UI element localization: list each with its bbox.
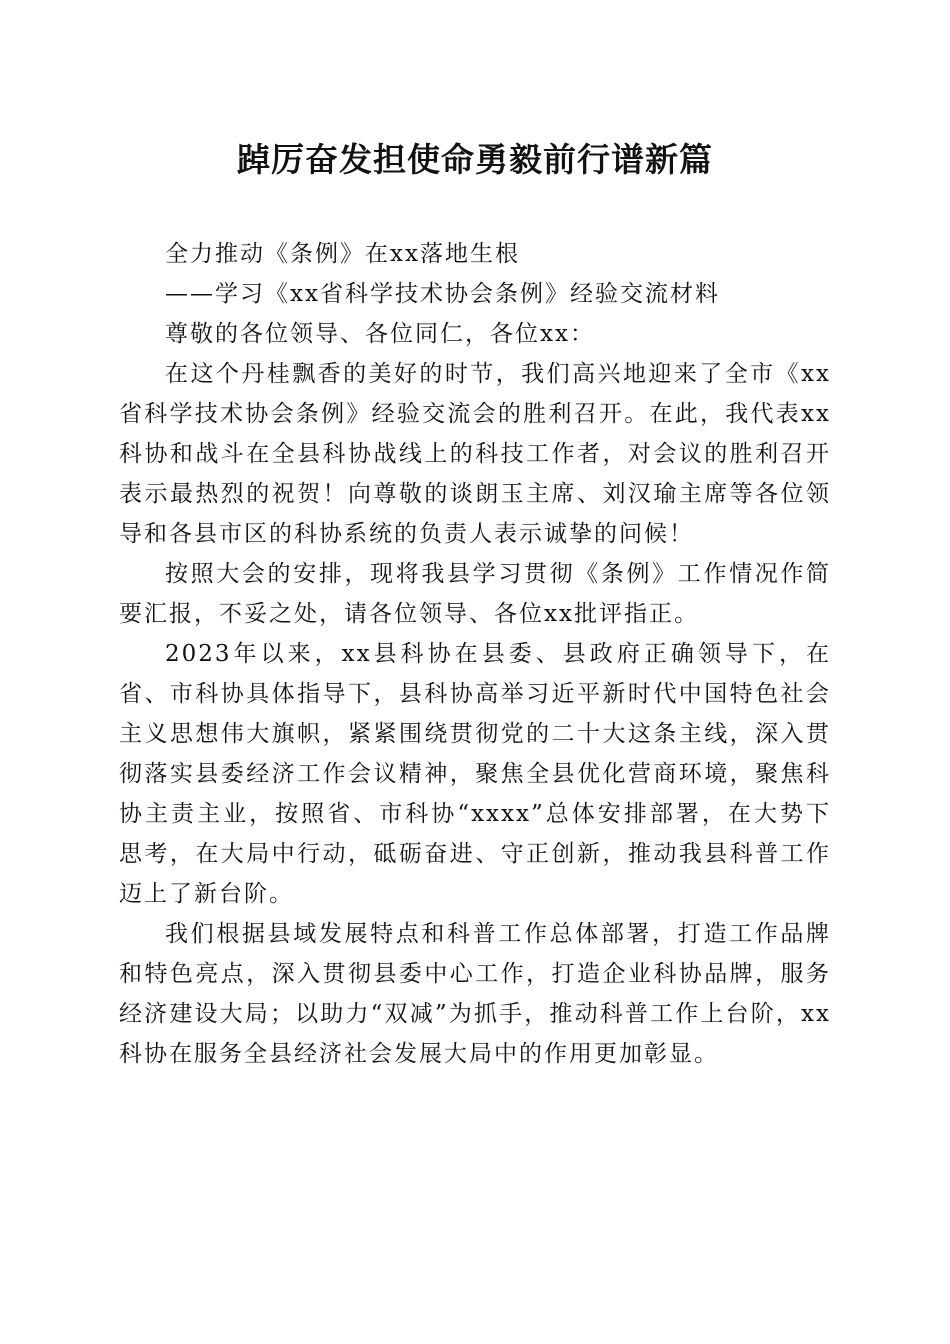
paragraph: 我们根据县域发展特点和科普工作总体部署，打造工作品牌和特色亮点，深入贯彻县委中心工作，打造企业科协品牌，服务经济建设大局；以助力“双减”为抓手，推动科普工作上台阶，xx科协在服务全县经济社会发展大局中的作用更加彰显。 xyxy=(119,921,831,1067)
paragraph: 2023年以来，xx县科协在县委、县政府正确领导下，在省、市科协具体指导下，县科协高举习近平新时代中国特色社会主义思想伟大旗帜，紧紧围绕贯彻党的二十大这条主线，深入贯彻落实县委经济工作会议精神，聚焦全县优化营商环境，聚焦科协主责主业，按照省、市科协“xxxx”总体安排部署，在大势下思考，在大局中行动，砥砺奋进、守正创新，推动我县科普工作迈上了新台阶。 xyxy=(119,641,831,907)
sub-subtitle: ——学习《xx省科学技术协会条例》经验交流材料 xyxy=(165,281,720,307)
document-title: 踔厉奋发担使命勇毅前行谱新篇 xyxy=(237,140,713,179)
paragraph: 按照大会的安排，现将我县学习贯彻《条例》工作情况作简要汇报，不妥之处，请各位领导、各位xx批评指正。 xyxy=(119,561,831,627)
paragraph: 在这个丹桂飘香的美好的时节，我们高兴地迎来了全市《xx省科学技术协会条例》经验交流会的胜利召开。在此，我代表xx科协和战斗在全县科协战线上的科技工作者，对会议的胜利召开表示最热烈的祝贺！向尊敬的谈朗玉主席、刘汉瑜主席等各位领导和各县市区的科协系统的负责人表示诚挚的问候！ xyxy=(119,361,831,547)
salutation: 尊敬的各位领导、各位同仁，各位xx： xyxy=(165,321,595,347)
document-body xyxy=(119,234,831,1074)
subtitle: 全力推动《条例》在xx落地生根 xyxy=(165,241,520,267)
